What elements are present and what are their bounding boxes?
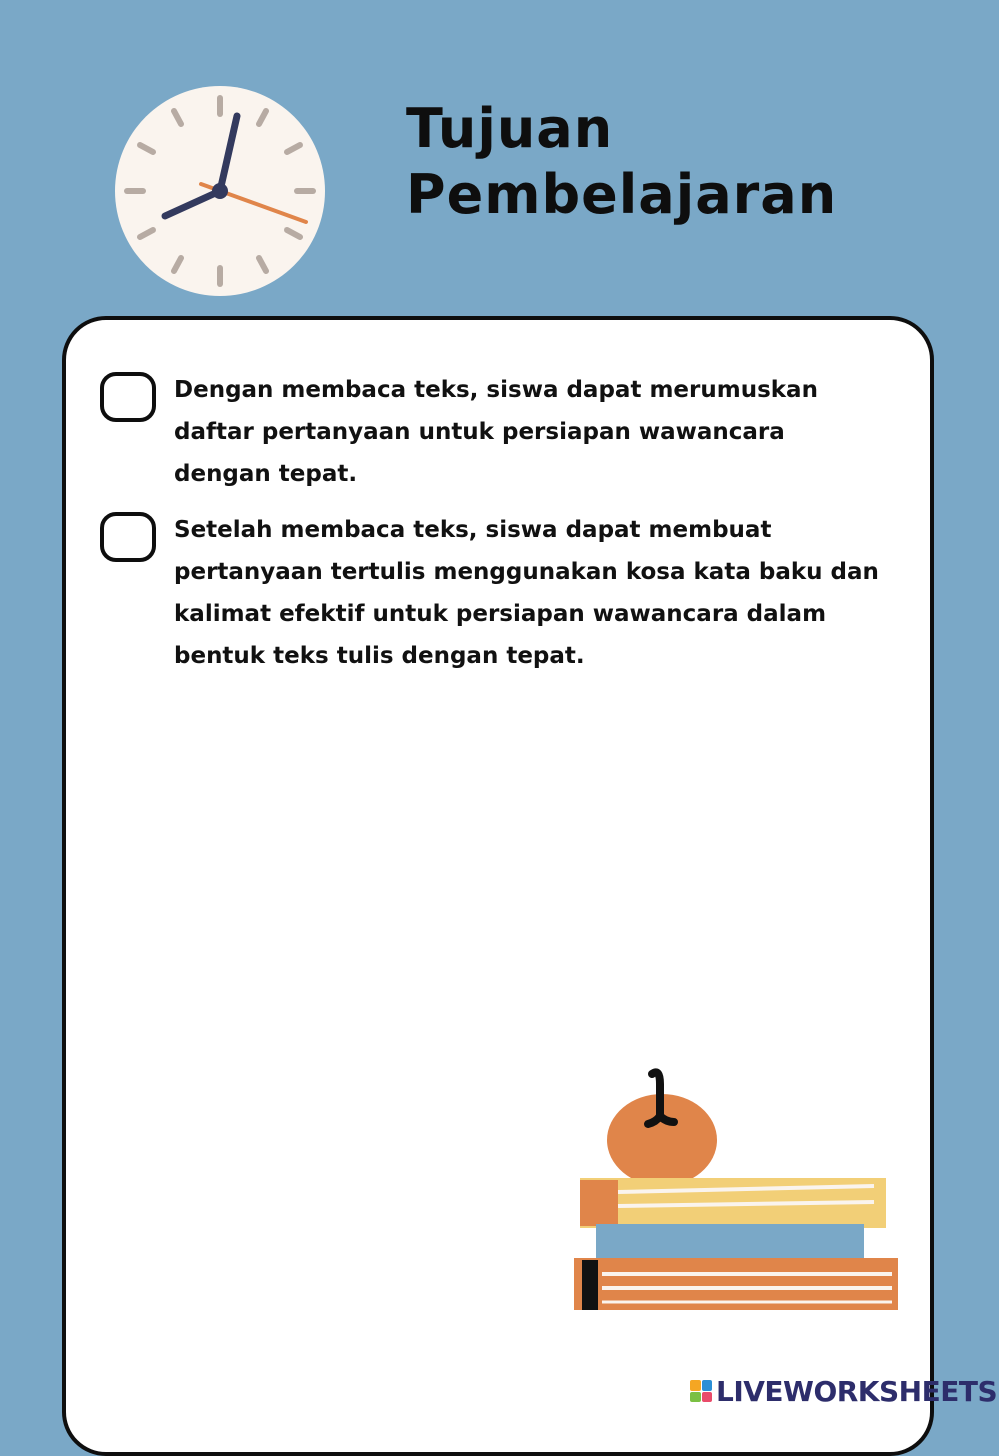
title-line-2: Pembelajaran (406, 163, 838, 226)
title-line-1: Tujuan (406, 97, 614, 160)
objective-2-line: bentuk teks tulis dengan tepat. (174, 643, 585, 669)
books-with-apple-icon (568, 1066, 908, 1320)
objective-1-line: daftar pertanyaan untuk persiapan wawancara (174, 419, 785, 445)
objective-2-line: pertanyaan tertulis menggunakan kosa kata baku dan (174, 559, 879, 585)
objective-1-checkbox[interactable] (100, 372, 156, 422)
clock-icon (113, 84, 327, 298)
watermark-text: LIVEWORKSHEETS (716, 1374, 998, 1408)
liveworksheets-logo-icon (690, 1380, 712, 1402)
objective-2-text (174, 509, 914, 677)
objective-1-text (174, 369, 914, 495)
objective-2-line: kalimat efektif untuk persiapan wawancara dalam (174, 601, 827, 627)
liveworksheets-watermark (690, 1374, 997, 1408)
objective-2-checkbox[interactable] (100, 512, 156, 562)
objective-2-line: Setelah membaca teks, siswa dapat membuat (174, 517, 772, 543)
page-title (406, 96, 837, 228)
objective-1-line: Dengan membaca teks, siswa dapat merumuskan (174, 377, 818, 403)
objective-1-line: dengan tepat. (174, 461, 358, 487)
